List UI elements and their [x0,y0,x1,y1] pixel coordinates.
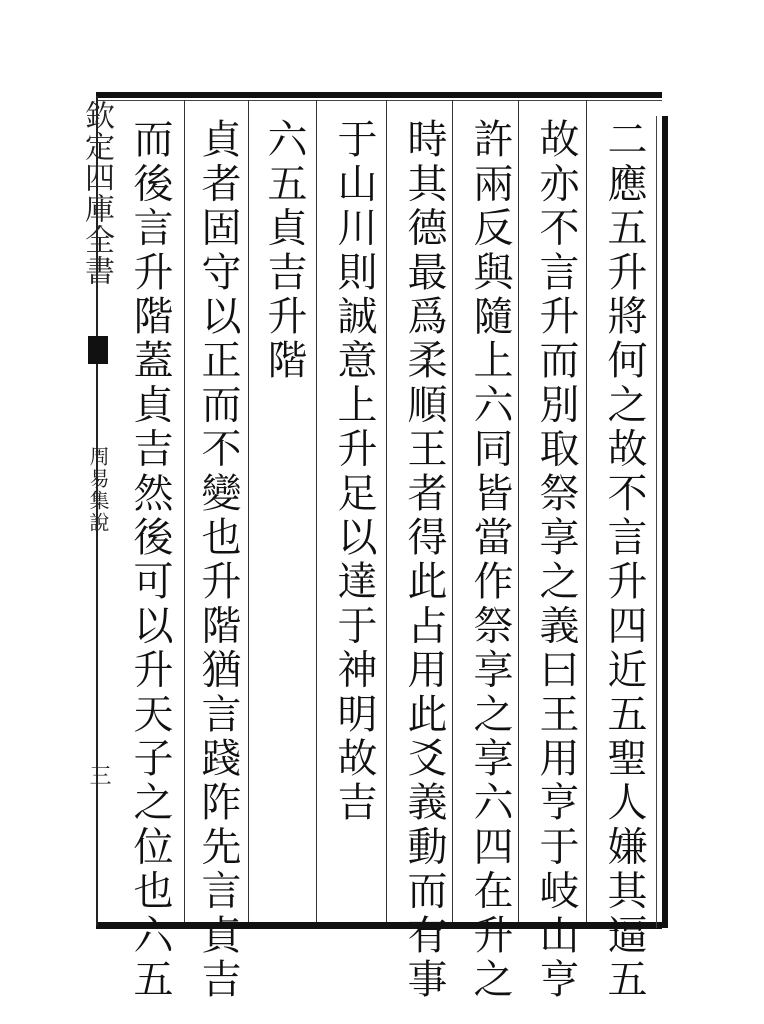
margin-tab-mark [88,336,108,364]
book-title: 周易集說 [86,446,110,534]
column-rule [518,100,519,922]
text-column-8: 而後言升階蓋貞吉然後可以升天子之位也六五 [127,118,173,1002]
text-column-4: 時其德最爲柔順王者得此占用此爻義動而有事 [401,118,447,1002]
page-border-top [96,92,662,98]
text-column-3: 許兩反與隨上六同皆當作祭享之享六四在升之 [467,118,513,1002]
column-rule [184,100,185,922]
page-border-top-inner [96,100,662,101]
text-column-5: 于山川則誠意上升足以達于神明故吉 [331,118,377,826]
column-rule [248,100,249,922]
column-rule [586,100,587,922]
page-number: 三 [86,764,111,786]
text-column-6: 六五貞吉升階 [261,118,307,384]
text-column-7: 貞者固守以正而不變也升階猶言踐阼先言貞吉 [195,118,241,1002]
column-rule [316,100,317,922]
column-rule [386,100,387,922]
text-column-2: 故亦不言升而別取祭享之義曰王用亨于岐山亨 [533,118,579,1002]
column-rule [452,100,453,922]
page-border-right-inner [656,116,657,928]
page-border-right [662,116,668,928]
text-column-1: 二應五升將何之故不言升四近五聖人嫌其逼五 [601,118,647,1002]
spine-title: 欽定四庫全書 [79,100,114,286]
